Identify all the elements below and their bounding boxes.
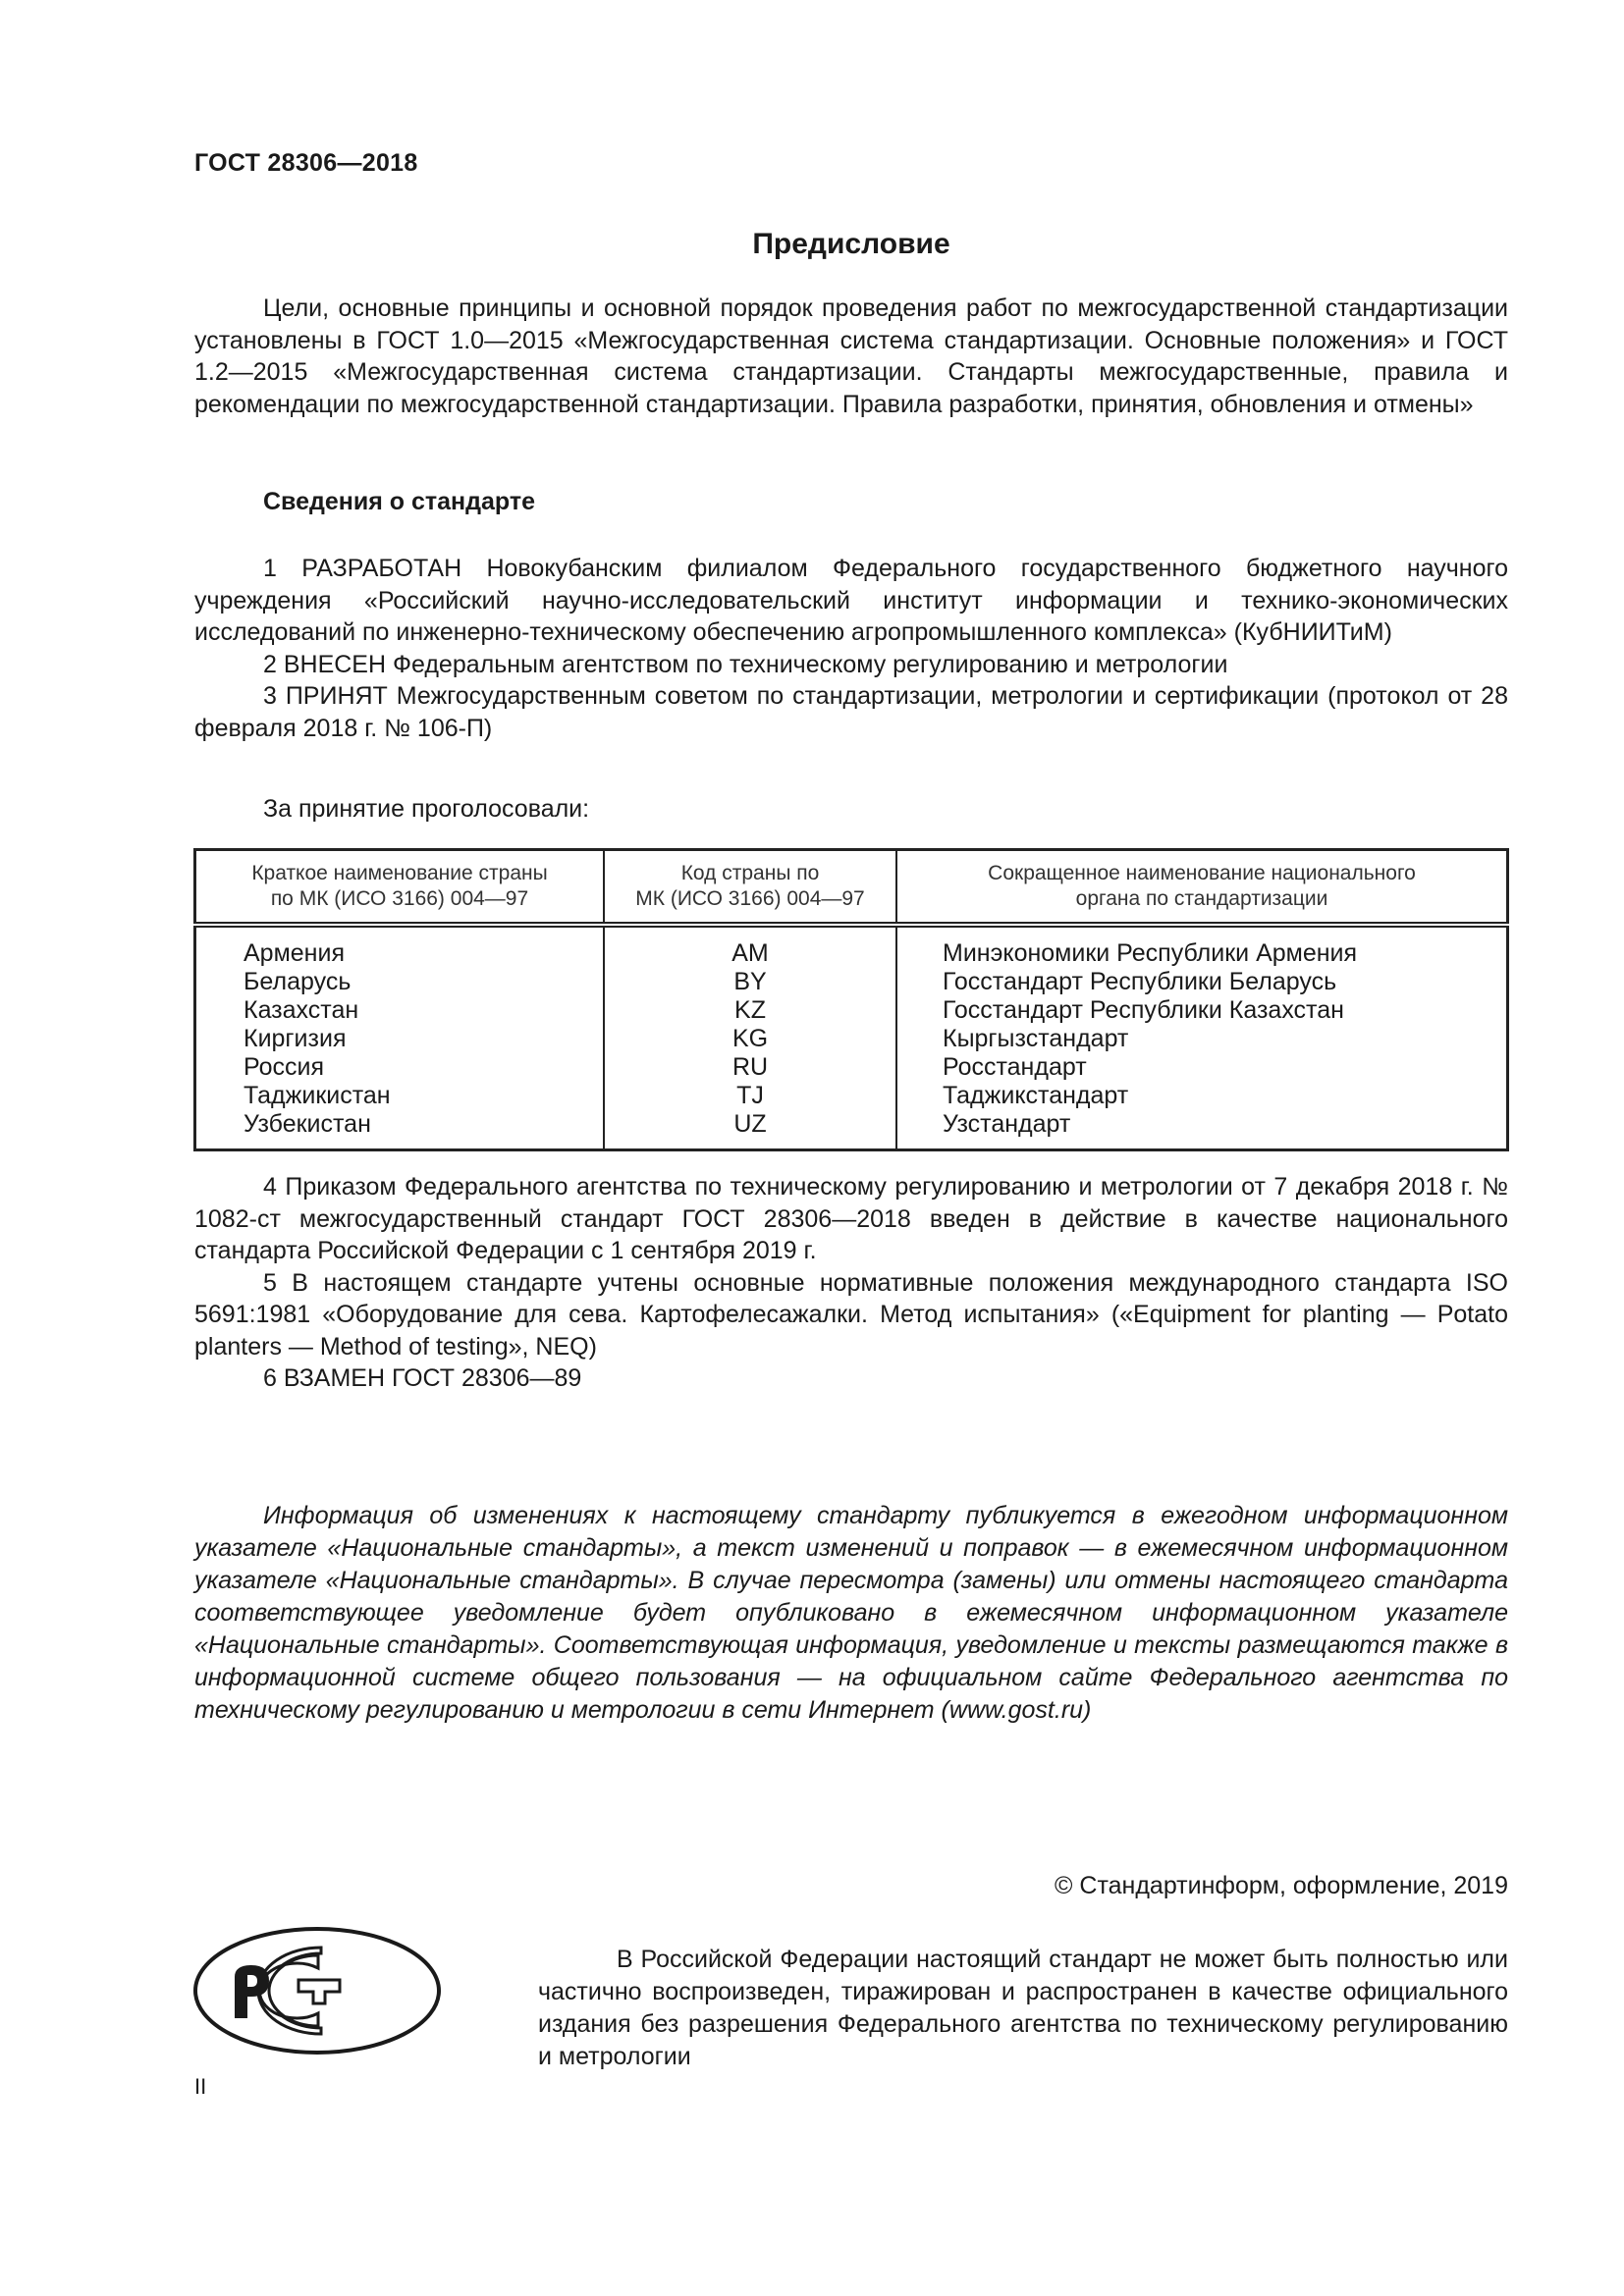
- standards-body: Минэкономики Республики Армения: [943, 939, 1358, 967]
- country-code: TJ: [736, 1082, 764, 1109]
- copyright-line: © Стандартинформ, оформление, 2019: [1055, 1872, 1508, 1899]
- country-name: Казахстан: [244, 996, 359, 1024]
- section-heading: Сведения о стандарте: [263, 488, 536, 515]
- country-name: Армения: [244, 939, 345, 967]
- info-item-4: 4 Приказом Федерального агентства по техническому регулированию и метрологии от 7 декабря 2018 г. № 1082-ст межгосударственный стандарт ГОСТ 28306—2018 введен в действие в качестве национального стандарта Российской Федерации с 1 сентября 2019 г.: [194, 1173, 1508, 1264]
- country-code: UZ: [733, 1110, 767, 1138]
- reproduction-notice-block: [538, 1944, 1508, 2073]
- document-code: ГОСТ 28306—2018: [194, 149, 418, 177]
- info-item-3: 3 ПРИНЯТ Межгосударственным советом по стандартизации, метрологии и сертификации (протокол от 28 февраля 2018 г. № 106-П): [194, 682, 1508, 742]
- standards-body: Узстандарт: [943, 1110, 1071, 1138]
- page-number: II: [194, 2074, 207, 2099]
- country-name: Беларусь: [244, 968, 352, 995]
- country-name: Киргизия: [244, 1025, 347, 1052]
- country-name-column: [195, 925, 605, 1150]
- country-name: Таджикистан: [244, 1082, 391, 1109]
- intro-paragraph: Цели, основные принципы и основной порядок проведения работ по межгосударственной стандартизации установлены в ГОСТ 1.0—2015 «Межгосударственная система стандартизации. Основные положения» и ГОСТ 1.2—2015 «Межгосударственная система стандартизации. Стандарты межгосударственные, правила и рекомендации по межгосударственной стандартизации. Правила разработки, принятия, обновления и отмены»: [194, 294, 1508, 418]
- changes-information-notice: Информация об изменениях к настоящему стандарту публикуется в ежегодном информационном указателе «Национальные стандарты», а текст изменений и поправок — в ежемесячном информационном указателе «Национальные стандарты». В случае пересмотра (замены) или отмены настоящего стандарта соответствующее уведомление будет опубликовано в ежемесячном информационном указателе «Национальные стандарты». Соответствующая информация, уведомление и тексты размещаются также в информационной системе общего пользования — на официальном сайте Федерального агентства по техническому регулированию и метрологии в сети Интернет (www.gost.ru): [194, 1502, 1508, 1724]
- info-item-1: 1 РАЗРАБОТАН Новокубанским филиалом Федерального государственного бюджетного научного учреждения «Российский научно-исследовательский институт информации и технико-экономических исследований по инженерно-техническому обеспечению агропромышленного комплекса» (КубНИИТиМ): [194, 555, 1508, 646]
- header-country-code: Код страны по МК (ИСО 3166) 004—97: [604, 850, 896, 926]
- standards-body: Росстандарт: [943, 1053, 1087, 1081]
- standards-body: Кыргызстандарт: [943, 1025, 1129, 1052]
- voted-label: За принятие проголосовали:: [263, 795, 590, 823]
- standards-body: Госстандарт Республики Беларусь: [943, 968, 1337, 995]
- country-code: RU: [731, 1053, 769, 1081]
- standards-body: Госстандарт Республики Казахстан: [943, 996, 1344, 1024]
- country-code-column: [604, 925, 896, 1150]
- info-item-2: 2 ВНЕСЕН Федеральным агентством по техническому регулированию и метрологии: [263, 650, 1228, 678]
- country-code: KG: [731, 1025, 769, 1052]
- table-header-row: [195, 850, 1508, 926]
- rst-certification-mark-icon: [192, 1926, 442, 2056]
- header-standards-body: Сокращенное наименование национального органа по стандартизации: [896, 850, 1508, 926]
- standard-info-items-continued: [194, 1171, 1508, 1395]
- info-item-6: 6 ВЗАМЕН ГОСТ 28306—89: [263, 1364, 582, 1392]
- info-item-5: 5 В настоящем стандарте учтены основные нормативные положения международного стандарта ISO 5691:1981 «Оборудование для сева. Картофелесажалки. Метод испытания» («Equipment for planting — Potato planters — Method of testing», NEQ): [194, 1268, 1508, 1361]
- country-code: AM: [731, 939, 769, 967]
- intro-paragraph-block: [194, 293, 1508, 420]
- country-code: BY: [733, 968, 767, 995]
- country-code: KZ: [734, 996, 766, 1024]
- country-name: Россия: [244, 1053, 324, 1081]
- voting-countries-table: [193, 848, 1509, 1151]
- changes-information-notice-block: [194, 1500, 1508, 1727]
- standards-body-column: [896, 925, 1508, 1150]
- standards-body: Таджикстандарт: [943, 1082, 1129, 1109]
- reproduction-notice: В Российской Федерации настоящий стандарт не может быть полностью или частично воспроизведен, тиражирован и распространен в качестве официального издания без разрешения Федерального агентства по техническому регулированию и метрологии: [538, 1946, 1508, 2070]
- header-country-name: Краткое наименование страны по МК (ИСО 3166) 004—97: [195, 850, 605, 926]
- standard-info-items: [194, 553, 1508, 744]
- page-title: Предисловие: [752, 228, 950, 260]
- country-name: Узбекистан: [244, 1110, 371, 1138]
- table-body-row: [195, 925, 1508, 1150]
